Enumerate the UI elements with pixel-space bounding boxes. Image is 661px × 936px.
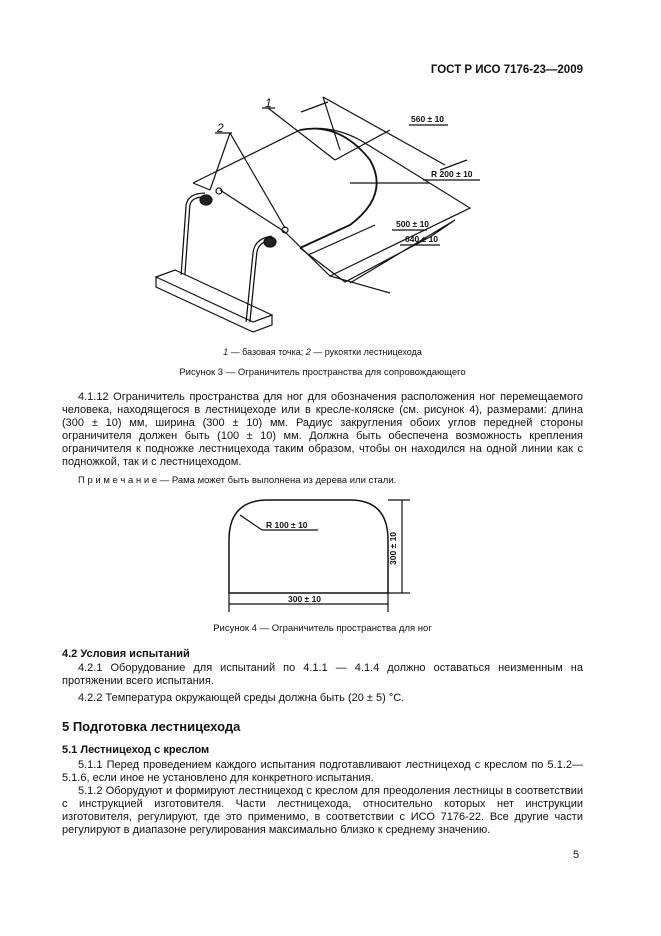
section-4-2-heading: 4.2 Условия испытаний: [62, 648, 190, 660]
legend-key-1: 1: [223, 347, 229, 357]
note-text: — Рама может быть выполнена из дерева или стали.: [157, 475, 397, 486]
dim-r200: R 200 ± 10: [431, 169, 473, 179]
paragraph-5-1-1: 5.1.1 Перед проведением каждого испытания подготавливают лестницеход с креслом по 5.1.2—5.1.6, если иное не установлено для конкретного испытания.: [62, 759, 583, 784]
callout-2: 2: [217, 121, 224, 135]
dim-640: 640 ± 10: [405, 234, 439, 244]
paragraph-4-2-1: 4.2.1 Оборудование для испытаний по 4.1.1 — 4.1.4 должно оставаться неизменным на протяжении всего испытания.: [62, 662, 583, 687]
dim-500: 500 ± 10: [396, 219, 430, 229]
dim-300-width: 300 ± 10: [288, 594, 322, 604]
paragraph-4-1-12: 4.1.12 Ограничитель пространства для ног для обозначения расположения ног перемещаемого человека, находящегося в лестницеходе или в кресле-коляске (см. рисунок 4), размерами: длина (300 ± 10) мм, ширина (300 ± 10) мм. Радиус закругления обоих углов передней стороны ограничителя должен быть (100 ± 10) мм. Должна быть обеспечена возможность крепления ограничителя к подножке лестницехода таким образом, чтобы он находился на одной линии как с подножкой, так и с лестницеходом.: [62, 391, 583, 468]
figure-4-caption: Рисунок 4 — Ограничитель пространства для ног: [213, 623, 432, 634]
document-header: ГОСТ Р ИСО 7176-23—2009: [430, 64, 583, 76]
legend-text-2: — рукоятки лестницехода: [310, 347, 422, 357]
legend-text-1: — базовая точка;: [228, 347, 306, 357]
dim-r100: R 100 ± 10: [266, 520, 308, 530]
section-5-heading: 5 Подготовка лестницехода: [62, 719, 241, 734]
page-number: 5: [573, 849, 580, 861]
paragraph-4-2-2: 4.2.2 Температура окружающей среды должна быть (20 ± 5) °С.: [78, 692, 405, 704]
figure-3-caption: Рисунок 3 — Ограничитель пространства для сопровождающего: [179, 367, 466, 378]
section-5-1-heading: 5.1 Лестницеход с креслом: [62, 744, 210, 756]
paragraph-5-1-2: 5.1.2 Оборудуют и формируют лестницеход с креслом для преодоления лестницы в соответствии с инструкцией изготовителя. Части лестницехода, относительно которых нет инструкции изготовителя, регулируют, где это применимо, в соответствии с ИСО 7176-22. Все другие части регулируют в диапазоне регулирования максимально близко к среднему значению.: [62, 785, 583, 836]
note-label: П р и м е ч а н и е: [78, 475, 158, 486]
dim-560: 560 ± 10: [411, 114, 445, 124]
callout-1: 1: [265, 96, 272, 110]
dim-300-height: 300 ± 10: [388, 531, 398, 565]
legend-key-2: 2: [305, 347, 311, 357]
